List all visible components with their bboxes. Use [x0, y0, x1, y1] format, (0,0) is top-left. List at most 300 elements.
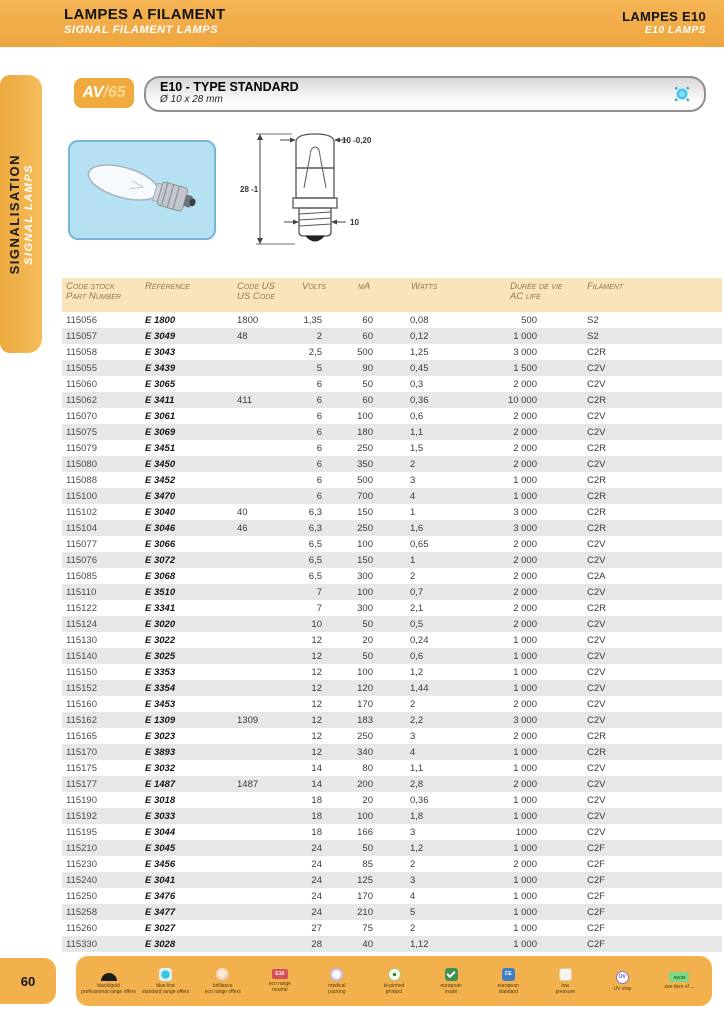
cell-ma: 50 — [362, 618, 373, 630]
cell-ac-life: 1 000 — [513, 490, 537, 502]
cell-part-number: 115210 — [66, 842, 97, 854]
cell-us-code — [234, 792, 296, 808]
cell-ac-life: 1 000 — [513, 794, 537, 806]
cell-volts: 18 — [311, 810, 322, 822]
cell-reference: E 3450 — [145, 458, 176, 470]
cell-reference: E 1487 — [145, 778, 176, 790]
footer-legend-item — [308, 968, 365, 995]
cell-ma: 120 — [357, 682, 373, 694]
cell-filament: C2V — [587, 538, 606, 550]
cell-ma: 150 — [357, 554, 373, 566]
cell-watts: 0,36 — [410, 794, 429, 806]
cell-watts: 1 — [410, 506, 416, 518]
cell-ac-life: 2 000 — [513, 602, 537, 614]
cell-reference: E 3439 — [145, 362, 176, 374]
cell-ma: 100 — [357, 586, 373, 598]
table-row — [62, 520, 722, 536]
cell-ma: 60 — [362, 394, 373, 406]
cell-ma: 166 — [357, 826, 373, 838]
cell-reference: E 3476 — [145, 890, 176, 902]
cell-part-number: 115124 — [66, 618, 97, 630]
cell-reference: E 3452 — [145, 474, 176, 486]
cell-ma: 250 — [357, 522, 373, 534]
cell-part-number: 115240 — [66, 874, 97, 886]
medical-packing-icon — [330, 968, 343, 981]
european-made-icon — [445, 968, 458, 981]
table-row — [62, 568, 722, 584]
cell-volts: 24 — [311, 890, 322, 902]
cell-watts: 2 — [410, 458, 416, 470]
cell-reference: E 3066 — [145, 538, 176, 550]
cell-volts: 24 — [311, 842, 322, 854]
cell-ma: 170 — [357, 890, 373, 902]
cell-part-number: 115250 — [66, 890, 97, 902]
cell-ac-life: 2 000 — [513, 458, 537, 470]
cell-us-code — [234, 824, 296, 840]
cell-part-number: 115190 — [66, 794, 97, 806]
table-row — [62, 824, 722, 840]
dim-height-label: 28 -1 — [240, 185, 259, 194]
cell-ac-life: 1 000 — [513, 330, 537, 342]
dim-bottom-label: 10 — [350, 218, 359, 227]
cell-watts: 1,8 — [410, 810, 424, 822]
cell-watts: 4 — [410, 890, 416, 902]
cell-watts: 0,24 — [410, 634, 429, 646]
cell-reference: E 3027 — [145, 922, 176, 934]
cell-part-number: 115160 — [66, 698, 97, 710]
page-title: LAMPES A FILAMENT — [64, 6, 226, 23]
header-right — [622, 9, 706, 36]
cell-us-code — [234, 664, 296, 680]
page-subtitle: SIGNAL FILAMENT LAMPS — [64, 24, 219, 36]
cell-us-code: 411 — [237, 394, 253, 406]
cell-us-code — [234, 344, 296, 360]
cell-part-number: 115070 — [66, 410, 97, 422]
cell-volts: 7 — [316, 602, 322, 614]
cell-ma: 100 — [357, 666, 373, 678]
cell-filament: C2A — [587, 570, 606, 582]
cell-part-number: 115170 — [66, 746, 97, 758]
cell-volts: 2 — [316, 330, 322, 342]
cell-us-code: 40 — [237, 506, 248, 518]
cell-part-number: 115177 — [66, 778, 97, 790]
cell-us-code — [234, 872, 296, 888]
table-row — [62, 392, 722, 408]
cell-reference: E 3068 — [145, 570, 176, 582]
cell-part-number: 115330 — [66, 938, 97, 950]
cell-reference: E 3033 — [145, 810, 176, 822]
page-subtitle-right: E10 LAMPS — [645, 25, 706, 36]
footer-legend-item — [594, 971, 651, 992]
cell-ac-life: 1 000 — [513, 650, 537, 662]
cell-reference: E 3049 — [145, 330, 176, 342]
cell-us-code — [234, 472, 296, 488]
cell-volts: 24 — [311, 906, 322, 918]
cell-volts: 5 — [316, 362, 322, 374]
cell-ma: 183 — [357, 714, 373, 726]
cell-us-code — [234, 376, 296, 392]
cell-ma: 20 — [362, 634, 373, 646]
cell-reference: E 3477 — [145, 906, 176, 918]
cell-filament: C2V — [587, 634, 606, 646]
cell-part-number: 115258 — [66, 906, 97, 918]
cell-watts: 0,7 — [410, 586, 424, 598]
cell-volts: 12 — [311, 730, 322, 742]
cell-part-number: 115079 — [66, 442, 97, 454]
cell-filament: C2V — [587, 378, 606, 390]
cell-ma: 125 — [357, 874, 373, 886]
table-row — [62, 424, 722, 440]
cell-part-number: 115110 — [66, 586, 97, 598]
cell-watts: 1,12 — [410, 938, 429, 950]
cell-us-code — [234, 536, 296, 552]
cell-reference: E 3028 — [145, 938, 176, 950]
cell-ma: 50 — [362, 378, 373, 390]
cell-watts: 2,1 — [410, 602, 424, 614]
cell-filament: C2F — [587, 858, 605, 870]
cell-reference: E 3044 — [145, 826, 176, 838]
cell-reference: E 3025 — [145, 650, 176, 662]
cell-part-number: 115140 — [66, 650, 97, 662]
cell-ac-life: 1000 — [515, 826, 537, 838]
cell-filament: C2V — [587, 618, 606, 630]
cell-ac-life: 1 000 — [513, 938, 537, 950]
table-row — [62, 856, 722, 872]
footer-legend-label: eco range neutral — [268, 981, 291, 993]
cell-ma: 80 — [362, 762, 373, 774]
cell-filament: C2R — [587, 474, 607, 486]
cell-part-number: 115100 — [66, 490, 97, 502]
cell-watts: 1,5 — [410, 442, 424, 454]
table-row — [62, 920, 722, 936]
table-row — [62, 456, 722, 472]
cell-reference: E 3040 — [145, 506, 176, 518]
cell-reference: E 3046 — [145, 522, 176, 534]
cell-part-number: 115192 — [66, 810, 97, 822]
cell-ac-life: 10 000 — [507, 394, 537, 406]
cell-reference: E 3020 — [145, 618, 176, 630]
cell-ma: 700 — [357, 490, 373, 502]
table-row — [62, 504, 722, 520]
cell-ma: 60 — [362, 330, 373, 342]
bipinned-product-icon — [388, 968, 401, 981]
cell-us-code — [234, 696, 296, 712]
cell-watts: 3 — [410, 474, 416, 486]
cell-us-code — [234, 616, 296, 632]
table-row — [62, 808, 722, 824]
footer-legend-item — [80, 968, 137, 995]
table-row — [62, 472, 722, 488]
cell-us-code — [234, 888, 296, 904]
cell-volts: 6,5 — [308, 538, 322, 550]
cell-us-code — [234, 920, 296, 936]
table-row — [62, 360, 722, 376]
section-code-badge — [74, 78, 134, 108]
cell-filament: C2V — [587, 666, 606, 678]
cell-filament: C2F — [587, 906, 605, 918]
footer-legend-item — [651, 972, 708, 990]
table-row — [62, 696, 722, 712]
cell-watts: 5 — [410, 906, 416, 918]
cell-volts: 12 — [311, 666, 322, 678]
cell-us-code — [234, 760, 296, 776]
badge-prefix: AV — [82, 84, 104, 101]
cell-ac-life: 2 000 — [513, 586, 537, 598]
cell-filament: C2V — [587, 826, 606, 838]
table-row — [62, 616, 722, 632]
cell-watts: 2 — [410, 922, 416, 934]
cell-watts: 0,12 — [410, 330, 429, 342]
cell-filament: C2V — [587, 458, 606, 470]
table-row — [62, 488, 722, 504]
cell-reference: E 3341 — [145, 602, 176, 614]
table-row — [62, 600, 722, 616]
cell-filament: C2R — [587, 442, 607, 454]
table-row — [62, 888, 722, 904]
footer-legend-label: bi-pinned product — [383, 982, 405, 995]
cell-ac-life: 3 000 — [513, 346, 537, 358]
cell-watts: 0,6 — [410, 410, 424, 422]
table-row — [62, 904, 722, 920]
table-row — [62, 936, 722, 952]
cell-us-code: 48 — [237, 330, 248, 342]
cell-part-number: 115056 — [66, 314, 97, 326]
footer-legend-label: UV stop — [613, 985, 632, 992]
european-standard-icon: CE — [502, 968, 515, 981]
cell-us-code — [234, 456, 296, 472]
table-row — [62, 440, 722, 456]
cell-reference: E 3023 — [145, 730, 176, 742]
section-title: E10 - TYPE STANDARD — [160, 80, 299, 94]
cell-ac-life: 3 000 — [513, 522, 537, 534]
cell-volts: 7 — [316, 586, 322, 598]
cell-filament: C2V — [587, 586, 606, 598]
cell-part-number: 115060 — [66, 378, 97, 390]
table-body — [62, 312, 722, 952]
col-header-watts: Watts — [406, 278, 496, 312]
cell-us-code — [234, 360, 296, 376]
cell-watts: 0,36 — [410, 394, 429, 406]
cell-volts: 12 — [311, 746, 322, 758]
cell-ma: 300 — [357, 602, 373, 614]
cell-part-number: 115104 — [66, 522, 97, 534]
cell-volts: 6 — [316, 378, 322, 390]
page-title-right: LAMPES E10 — [622, 9, 706, 24]
cell-us-code — [234, 936, 296, 952]
col-header-filament: Filament — [584, 278, 722, 312]
cell-reference: E 3022 — [145, 634, 176, 646]
cell-part-number: 115122 — [66, 602, 97, 614]
cell-ac-life: 2 000 — [513, 426, 537, 438]
footer-legend-item — [423, 968, 480, 995]
table-row — [62, 552, 722, 568]
cell-ac-life: 1 000 — [513, 682, 537, 694]
cell-ma: 150 — [357, 506, 373, 518]
cell-ac-life: 2 000 — [513, 538, 537, 550]
table-row — [62, 536, 722, 552]
cell-us-code — [234, 808, 296, 824]
sidebar-label-fr: SIGNALISATION — [7, 153, 22, 275]
table-row — [62, 744, 722, 760]
cell-us-code — [234, 840, 296, 856]
cell-watts: 2 — [410, 858, 416, 870]
cell-watts: 1,25 — [410, 346, 429, 358]
cell-filament: C2V — [587, 362, 606, 374]
cell-volts: 6 — [316, 458, 322, 470]
page-header-band — [0, 0, 724, 47]
cell-reference: E 3456 — [145, 858, 176, 870]
col-header-ac-life: Durée de vie AC life — [496, 278, 584, 312]
cell-ac-life: 3 000 — [513, 506, 537, 518]
cell-filament: C2F — [587, 842, 605, 854]
footer-legend-label: low pressure — [555, 982, 576, 995]
cell-filament: C2V — [587, 682, 606, 694]
cell-part-number: 115077 — [66, 538, 97, 550]
lamp-photo — [70, 142, 214, 238]
cell-reference: E 1309 — [145, 714, 176, 726]
page-number-box — [0, 958, 56, 1004]
cell-ac-life: 2 000 — [513, 618, 537, 630]
table-row — [62, 712, 722, 728]
cell-ac-life: 1 000 — [513, 906, 537, 918]
cell-ac-life: 2 000 — [513, 570, 537, 582]
table-row — [62, 872, 722, 888]
cell-watts: 1,6 — [410, 522, 424, 534]
cell-us-code — [234, 584, 296, 600]
cell-ac-life: 1 000 — [513, 666, 537, 678]
cell-watts: 3 — [410, 874, 416, 886]
cell-us-code — [234, 648, 296, 664]
cell-volts: 28 — [311, 938, 322, 950]
cell-ac-life: 1 000 — [513, 874, 537, 886]
cell-watts: 3 — [410, 826, 416, 838]
table-row — [62, 776, 722, 792]
cell-part-number: 115076 — [66, 554, 97, 566]
uv-stop-icon: UV — [616, 971, 629, 984]
cell-ac-life: 2 000 — [513, 698, 537, 710]
cell-volts: 24 — [311, 874, 322, 886]
low-pressure-icon — [559, 968, 572, 981]
footer-legend-label: european made — [440, 982, 462, 995]
technical-diagram — [238, 128, 378, 262]
cell-ma: 340 — [357, 746, 373, 758]
cell-ma: 170 — [357, 698, 373, 710]
cell-watts: 4 — [410, 490, 416, 502]
cell-part-number: 115260 — [66, 922, 97, 934]
cell-ac-life: 2 000 — [513, 730, 537, 742]
cell-us-code: 1309 — [237, 714, 259, 726]
cell-part-number: 115055 — [66, 362, 97, 374]
cell-reference: E 3354 — [145, 682, 176, 694]
cell-filament: C2R — [587, 730, 607, 742]
cell-part-number: 115085 — [66, 570, 97, 582]
cell-volts: 12 — [311, 634, 322, 646]
cell-reference: E 3893 — [145, 746, 176, 758]
cell-ma: 60 — [362, 314, 373, 326]
footer-legend-item — [537, 968, 594, 995]
cell-us-code — [234, 440, 296, 456]
cell-us-code: 46 — [237, 522, 248, 534]
cell-volts: 10 — [311, 618, 322, 630]
cell-watts: 4 — [410, 746, 416, 758]
cell-filament: C2R — [587, 746, 607, 758]
cell-ac-life: 1 000 — [513, 810, 537, 822]
cell-volts: 18 — [311, 794, 322, 806]
table-row — [62, 376, 722, 392]
cell-part-number: 115102 — [66, 506, 97, 518]
cell-reference: E 3353 — [145, 666, 176, 678]
col-header-ma: mA — [354, 278, 406, 312]
cell-volts: 6 — [316, 442, 322, 454]
cell-part-number: 115080 — [66, 458, 97, 470]
cell-us-code — [234, 904, 296, 920]
lamp-spec-table — [62, 278, 722, 952]
footer-legend-item — [137, 968, 194, 995]
cell-ma: 200 — [357, 778, 373, 790]
cell-filament: C2V — [587, 778, 606, 790]
cell-reference: E 3510 — [145, 586, 176, 598]
cell-us-code: 1800 — [237, 314, 259, 326]
footer-legend-item — [365, 968, 422, 995]
cell-us-code — [234, 632, 296, 648]
footer-legend-label: brilliance eco range offers — [204, 982, 241, 995]
cell-part-number: 115230 — [66, 858, 97, 870]
catalog-ref-icon: AV/33 — [669, 972, 689, 982]
cell-volts: 6,3 — [308, 522, 322, 534]
cell-volts: 18 — [311, 826, 322, 838]
table-row — [62, 664, 722, 680]
cell-ma: 210 — [357, 906, 373, 918]
cell-ac-life: 500 — [521, 314, 537, 326]
cell-ma: 50 — [362, 650, 373, 662]
header-left — [64, 6, 225, 36]
cell-volts: 12 — [311, 714, 322, 726]
cell-part-number: 115075 — [66, 426, 97, 438]
cell-watts: 3 — [410, 730, 416, 742]
footer-legend-label: medical packing — [328, 982, 346, 995]
sidebar-label-en: SIGNAL LAMPS — [23, 163, 35, 265]
blackgold-arc-icon — [101, 973, 117, 981]
footer-legend-item — [480, 968, 537, 995]
cell-filament: C2V — [587, 698, 606, 710]
table-row — [62, 840, 722, 856]
cell-volts: 14 — [311, 778, 322, 790]
cell-us-code — [234, 552, 296, 568]
cell-ac-life: 1 000 — [513, 922, 537, 934]
cell-us-code — [234, 856, 296, 872]
cell-filament: C2R — [587, 394, 607, 406]
cell-ac-life: 1 500 — [513, 362, 537, 374]
section-dimensions: Ø 10 x 28 mm — [160, 94, 223, 105]
cell-ma: 100 — [357, 810, 373, 822]
cell-volts: 6 — [316, 426, 322, 438]
footer-legend-label: black/gold professional range offers — [81, 982, 137, 995]
cell-ma: 250 — [357, 730, 373, 742]
cell-reference: E 3041 — [145, 874, 176, 886]
cell-ma: 100 — [357, 410, 373, 422]
cell-reference: E 3065 — [145, 378, 176, 390]
page-number: 60 — [20, 973, 36, 989]
cell-part-number: 115130 — [66, 634, 97, 646]
cell-ac-life: 1 000 — [513, 746, 537, 758]
sidebar-category-tab — [0, 75, 42, 353]
cell-ma: 100 — [357, 538, 373, 550]
footer-legend-item — [194, 968, 251, 995]
table-row — [62, 728, 722, 744]
cell-part-number: 115195 — [66, 826, 97, 838]
cell-us-code — [234, 408, 296, 424]
cell-volts: 12 — [311, 650, 322, 662]
